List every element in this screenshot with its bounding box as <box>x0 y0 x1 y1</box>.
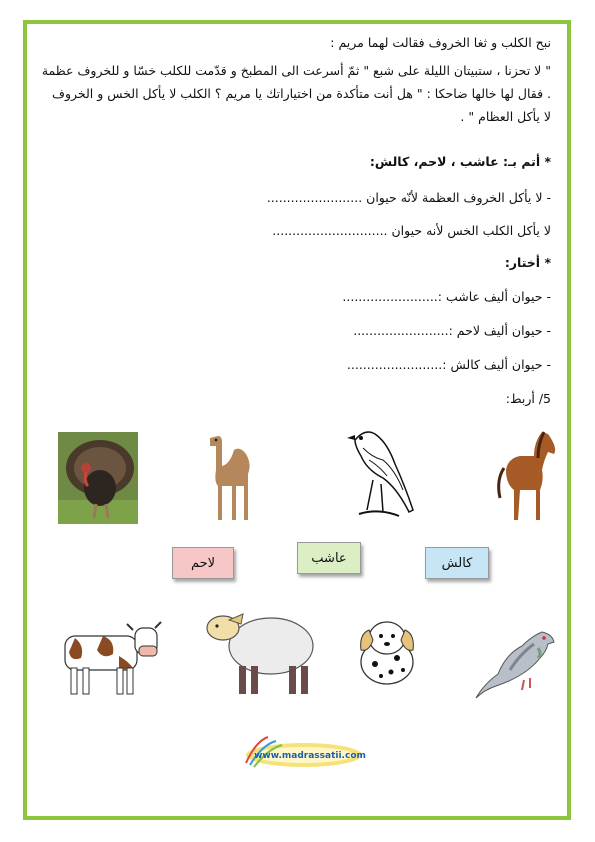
tag-meat-eater[interactable]: لاحم <box>172 547 234 579</box>
complete-title: * أتم بـ: عاشب ، لاحم، كالش: <box>369 154 551 169</box>
choose-title: * أختار: <box>504 255 551 270</box>
pigeon-picture <box>472 622 560 700</box>
logo-text: www.madrassatii.com <box>254 751 366 761</box>
choose-line-1: - حيوان أليف عاشب :........................ <box>342 289 551 304</box>
tag-herbivore[interactable]: عاشب <box>297 542 361 574</box>
choose-line-3: - حيوان أليف كالش :........................ <box>346 357 551 372</box>
camel-picture <box>204 428 260 524</box>
horse-picture <box>494 428 562 524</box>
cow-picture <box>55 616 163 700</box>
connect-title: 5/ أربط: <box>505 391 551 406</box>
sheep-picture <box>205 606 317 698</box>
page-border <box>23 20 571 820</box>
bird-picture <box>345 422 417 524</box>
madrassatii-logo <box>238 733 368 771</box>
intro-line: نبح الكلب و ثغا الخروف فقالت لهما مريم : <box>330 35 551 50</box>
story-paragraph: " لا تحزنا ، ستبيتان الليلة على شبع " ثمّ أسرعت الى المطبخ و قدّمت للكلب خسّا و للخروف عظمة . فقال لها خالها ضاحكا : " هل أنت متأكدة من اختياراتك يا مريم ؟ الكلب لا يأكل الخس و الخروف لا يأكل العظام " . <box>41 63 551 124</box>
complete-line-1: - لا يأكل الخروف العظمة لأنّه حيوان ........................ <box>266 190 551 205</box>
choose-line-2: - حيوان أليف لاحم :........................ <box>353 323 551 338</box>
complete-line-2: لا يأكل الكلب الخس لأنه حيوان ............................. <box>272 223 551 238</box>
dalmatian-puppy-picture <box>351 612 423 692</box>
tag-omnivore[interactable]: كالش <box>425 547 489 579</box>
turkey-picture <box>58 432 138 524</box>
